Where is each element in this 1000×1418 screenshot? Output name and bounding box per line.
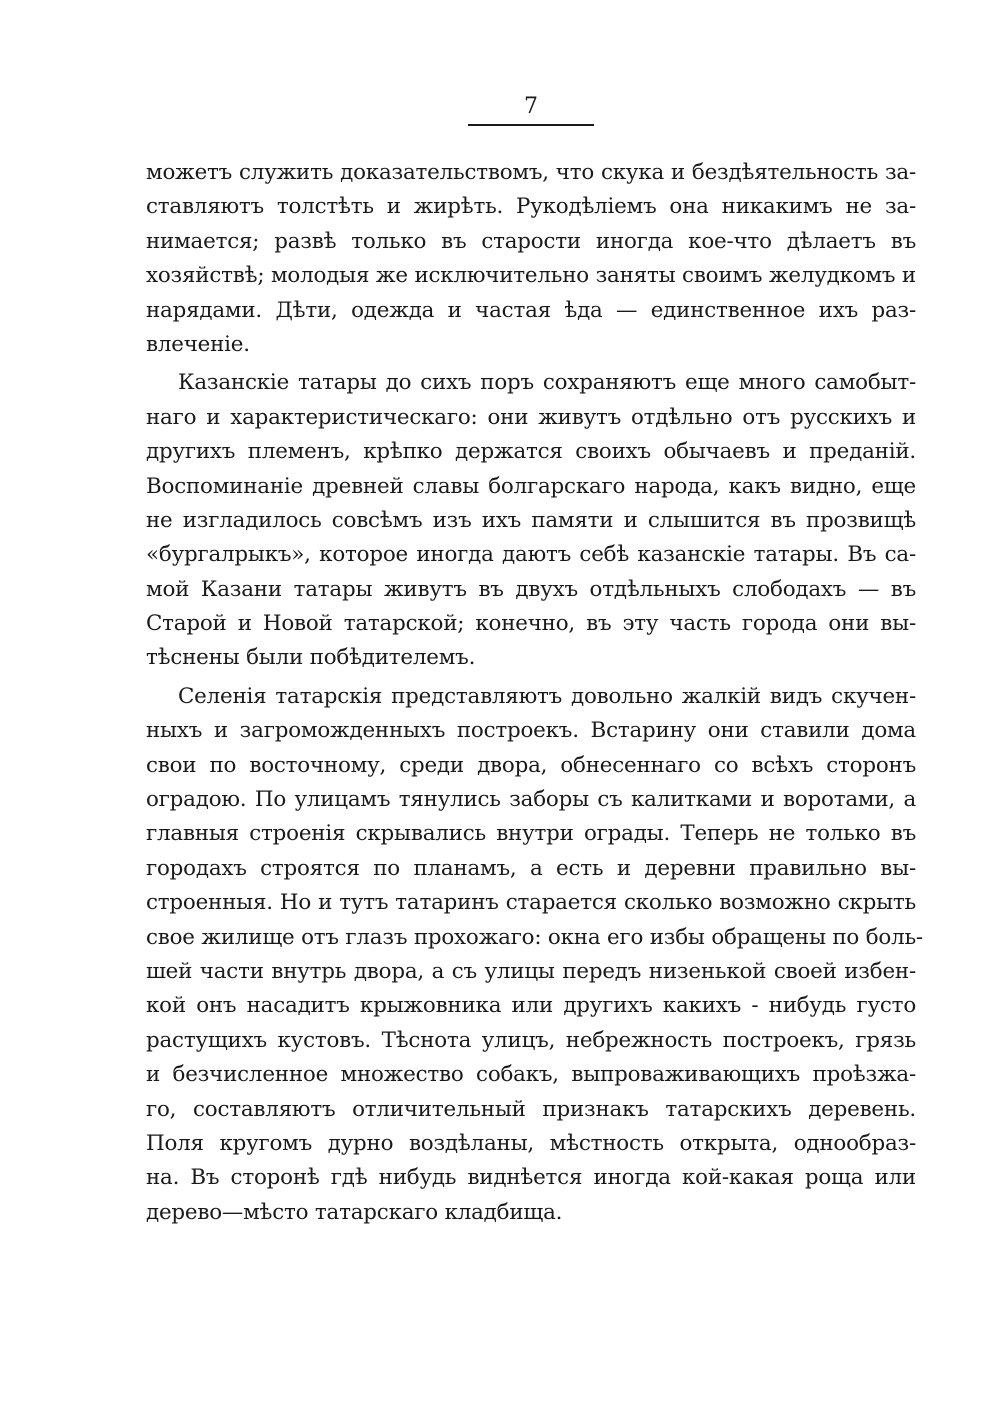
page-number-rule (468, 124, 594, 126)
text-line: дерево—мѣсто татарскаго кладбища. (146, 1199, 563, 1225)
text-line: и безчисленное множество собакъ, выпроваживающихъ проѣзжа- (146, 1062, 916, 1088)
text-line: влеченіе. (146, 331, 250, 357)
text-line: на. Въ сторонѣ гдѣ нибудь виднѣется иногда кой-какая роща или (146, 1165, 916, 1191)
text-line: Старой и Новой татарской; конечно, въ эту часть города они вы- (146, 611, 916, 637)
text-line: Селенія татарскія представляютъ довольно жалкій видъ скучен- (178, 683, 916, 709)
text-line: Поля кругомъ дурно воздѣланы, мѣстность открыта, однообраз- (146, 1130, 916, 1156)
text-line: главныя строенія скрывались внутри ограды. Теперь не только въ (146, 821, 916, 847)
body-text (146, 156, 923, 1230)
paragraph-1 (146, 156, 916, 362)
text-line: свое жилище отъ глазъ прохожаго: окна его избы обращены по боль- (146, 924, 923, 950)
text-line: растущихъ кустовъ. Тѣснота улицъ, небрежность построекъ, грязь (146, 1027, 916, 1053)
text-line: Воспоминаніе древней славы болгарскаго народа, какъ видно, еще (146, 473, 916, 499)
text-line: го, составляютъ отличительный признакъ татарскихъ деревень. (146, 1096, 916, 1122)
text-line: мой Казани татары живутъ въ двухъ отдѣльныхъ слободахъ — въ (146, 576, 916, 602)
text-line: тѣснены были побѣдителемъ. (146, 645, 476, 671)
text-line: нарядами. Дѣти, одежда и частая ѣда — единственное ихъ раз- (146, 297, 916, 323)
text-line: строенныя. Но и тутъ татаринъ старается сколько возможно скрыть (146, 890, 916, 916)
paragraph-2 (146, 366, 916, 676)
text-line: шей части внутрь двора, а съ улицы передъ низенькой своей избен- (146, 958, 916, 984)
text-line: городахъ строятся по планамъ, а есть и деревни правильно вы- (146, 855, 916, 881)
text-line: нимается; развѣ только въ старости иногда кое-что дѣлаетъ въ (146, 228, 916, 254)
text-line: можетъ служить доказательствомъ, что скука и бездѣятельность за- (146, 160, 916, 185)
text-line: хозяйствѣ; молодыя же исключительно заняты своимъ желудкомъ и (146, 263, 916, 289)
text-line: другихъ племенъ, крѣпко держатся своихъ обычаевъ и преданій. (146, 439, 916, 465)
text-line: Казанскіе татары до сихъ поръ сохраняютъ еще много самобыт- (178, 370, 916, 396)
text-line: ставляютъ толстѣть и жирѣть. Рукодѣліемъ она никакимъ не за- (146, 194, 916, 220)
text-line: свои по восточному, среди двора, обнесеннаго со всѣхъ сторонъ (146, 752, 916, 778)
text-line: кой онъ насадитъ крыжовника или другихъ какихъ - нибудь густо (146, 993, 916, 1019)
paragraph-3 (146, 680, 923, 1230)
text-line: наго и характеристическаго: они живутъ отдѣльно отъ русскихъ и (146, 404, 916, 430)
text-line: ныхъ и загроможденныхъ построекъ. Встарину они ставили дома (146, 718, 916, 744)
text-line: «бургалрыкъ», которое иногда даютъ себѣ казанскіе татары. Въ са- (146, 542, 916, 568)
page-number: 7 (524, 94, 538, 119)
text-line: не изгладилось совсѣмъ изъ ихъ памяти и слышится въ прозвищѣ (146, 507, 916, 533)
text-line: оградою. По улицамъ тянулись заборы съ калитками и воротами, а (146, 787, 916, 813)
